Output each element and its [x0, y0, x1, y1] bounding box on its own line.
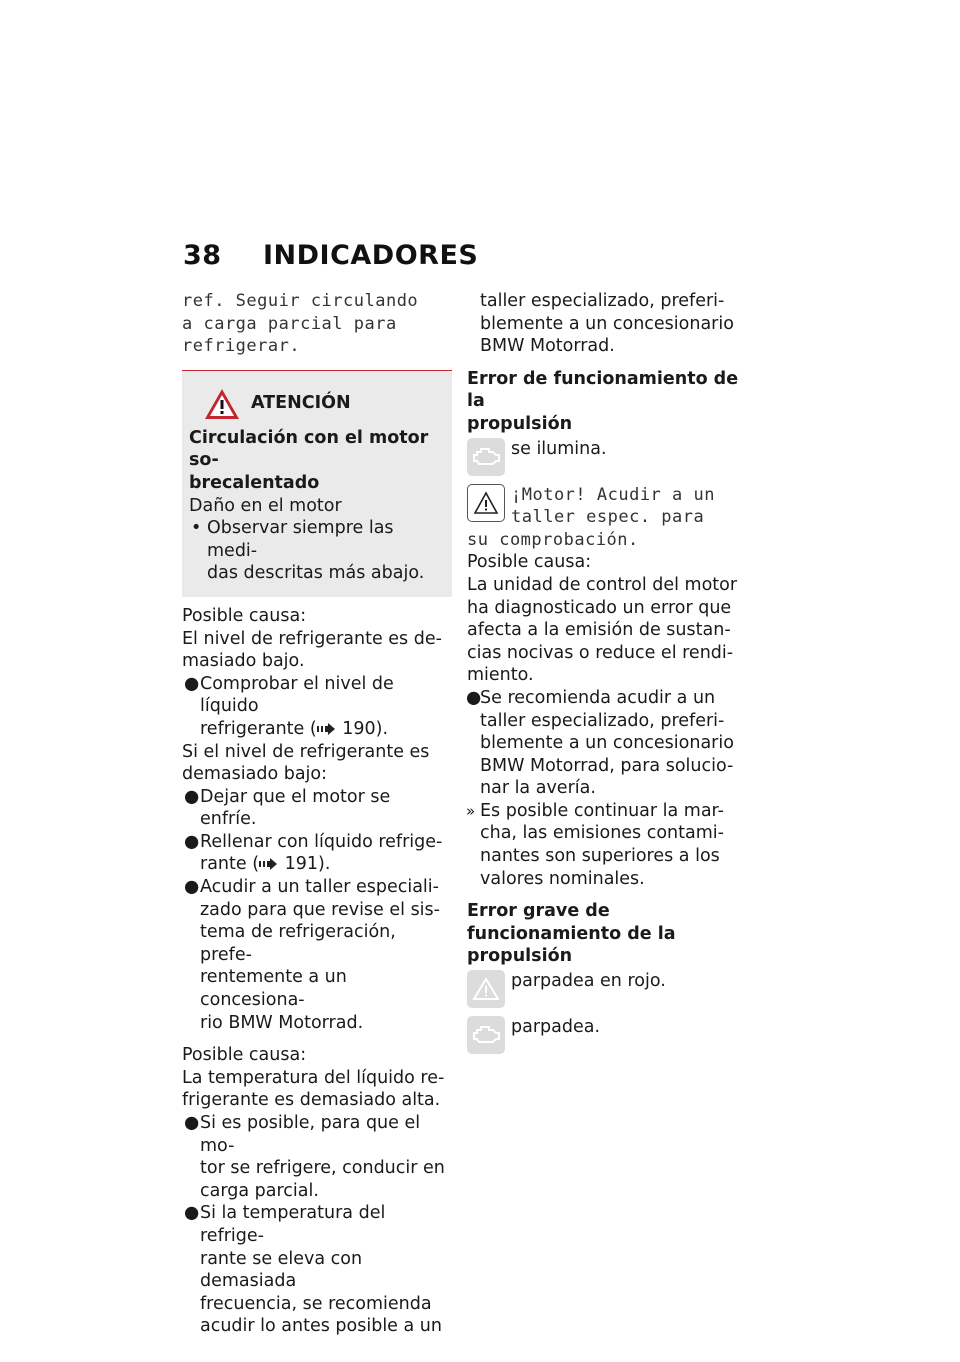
- list-item: [189, 517, 440, 585]
- indicator-text: se ilumina.: [511, 438, 607, 459]
- list-item: [182, 1202, 452, 1338]
- list-line: acudir lo antes posible a un: [200, 1316, 442, 1337]
- indicator-text: parpadea en rojo.: [511, 971, 666, 992]
- list-line: rante (: [200, 854, 260, 875]
- list-item: [182, 786, 452, 831]
- text-line: cias nocivas o reduce el rendi-: [467, 642, 734, 663]
- display-line: ref. Seguir circulando: [182, 291, 419, 311]
- list-line: refrigerante (: [200, 718, 317, 739]
- text-line: El nivel de refrigerante es de-: [182, 628, 442, 649]
- list-item: [182, 1112, 452, 1202]
- list-line-ref: [200, 718, 452, 741]
- list-line: carga parcial.: [200, 1180, 319, 1201]
- continued-text: [467, 290, 742, 358]
- list-line: tor se refrigere, conducir en: [200, 1158, 445, 1179]
- indicator-row: [467, 1016, 742, 1054]
- warning-heading-line: Circulación con el motor so-: [189, 427, 429, 471]
- arrow-ref-icon: [317, 723, 337, 735]
- display-line: taller espec. para: [511, 507, 705, 528]
- cause-label: Posible causa:: [182, 605, 307, 626]
- display-row: [467, 484, 742, 529]
- list-line: Acudir a un taller especiali-: [200, 877, 439, 898]
- bullet: ●: [184, 1113, 200, 1133]
- left-column: [182, 290, 452, 1338]
- list-line: frecuencia, se recomienda: [200, 1293, 432, 1314]
- indicator-row: [467, 438, 742, 476]
- text-line: BMW Motorrad.: [480, 336, 615, 357]
- text-line: La unidad de control del motor: [467, 574, 738, 595]
- bullet: ●: [184, 673, 200, 694]
- display-message: [467, 484, 742, 552]
- display-line: ¡Motor! Acudir a un: [511, 484, 715, 505]
- display-line: su comprobación.: [467, 529, 639, 550]
- text-line: demasiado bajo:: [182, 764, 328, 785]
- page-ref: 191).: [284, 854, 331, 875]
- list-line: BMW Motorrad, para solucio-: [480, 755, 734, 776]
- list-line: rante se eleva con demasiada: [200, 1248, 363, 1292]
- section-title: [467, 900, 742, 968]
- section-title-line: propulsión: [467, 946, 573, 967]
- section-title-line: propulsión: [467, 413, 573, 434]
- warning-triangle-icon: [467, 970, 505, 1008]
- list-line: valores nominales.: [480, 868, 645, 889]
- list-line: rentemente a un concesiona-: [200, 967, 347, 1011]
- text-line: afecta a la emisión de sustan-: [467, 620, 731, 641]
- text-line: miento.: [467, 665, 534, 686]
- list-line: rio BMW Motorrad.: [200, 1012, 364, 1033]
- engine-check-icon: [467, 1016, 505, 1054]
- text-line: masiado bajo.: [182, 651, 305, 672]
- section-title-line: Error grave de: [467, 901, 610, 922]
- section-title-line: funcionamiento de la: [467, 923, 676, 944]
- list-line: cha, las emisiones contami-: [480, 823, 724, 844]
- arrow-ref-icon: [259, 858, 279, 870]
- bullet: ●: [466, 687, 482, 708]
- text-line: blemente a un concesionario: [480, 313, 734, 334]
- bullet: ●: [184, 877, 200, 898]
- bullet: ●: [184, 786, 200, 807]
- display-message: [182, 290, 452, 358]
- list-line-ref: [200, 853, 452, 876]
- display-line: refrigerar.: [182, 336, 301, 357]
- right-column: [467, 290, 742, 1054]
- warning-triangle-icon: [203, 387, 241, 421]
- section-title: [467, 368, 742, 436]
- list-item: [182, 831, 452, 876]
- display-line: a carga parcial para: [182, 313, 397, 334]
- list-line: Observar siempre las medi-: [207, 518, 394, 561]
- list-line: Se recomienda acudir a un: [480, 687, 716, 708]
- page-title: INDICADORES: [263, 240, 479, 271]
- list-line: Comprobar el nivel de líquido: [200, 673, 394, 717]
- warning-subtitle: Daño en el motor: [189, 495, 342, 516]
- display-lines: [511, 484, 715, 529]
- bullet: •: [191, 518, 202, 539]
- list-item: [467, 687, 742, 800]
- text-line: frigerante es demasiado alta.: [182, 1090, 441, 1111]
- text-line: ha diagnosticado un error que: [467, 597, 732, 618]
- cause-label: Posible causa:: [182, 1045, 307, 1066]
- engine-check-icon: [467, 438, 505, 476]
- list-line: Si es posible, para que el mo-: [200, 1113, 421, 1156]
- indicator-row: [467, 970, 742, 1008]
- list-line: Dejar que el motor se enfríe.: [200, 786, 391, 830]
- text-line: Si el nivel de refrigerante es: [182, 741, 430, 762]
- spacer: [182, 1034, 452, 1044]
- warning-box: [182, 370, 452, 597]
- warning-heading-line: brecalentado: [189, 472, 320, 493]
- list-line: Si la temperatura del refrige-: [200, 1203, 386, 1246]
- bullet: ●: [184, 831, 200, 852]
- page-number: 38: [183, 240, 222, 271]
- page-ref: 190).: [342, 718, 389, 739]
- warning-heading: [189, 427, 440, 495]
- text-line: taller especializado, preferi-: [480, 291, 725, 311]
- page-header: [183, 240, 478, 271]
- section-title-line: Error de funcionamiento de la: [467, 368, 739, 412]
- indicator-text: parpadea.: [511, 1017, 601, 1038]
- list-item: [182, 876, 452, 1034]
- cause-label: Posible causa:: [467, 552, 592, 573]
- result-marker: »: [466, 801, 476, 820]
- list-line: nantes son superiores a los: [480, 846, 720, 867]
- list-line: blemente a un concesionario: [480, 733, 734, 754]
- list-line: nar la avería.: [480, 778, 596, 799]
- result-item: [467, 800, 742, 890]
- list-line: taller especializado, preferi-: [480, 710, 725, 731]
- warning-header: [203, 387, 440, 421]
- bullet: ●: [184, 1203, 200, 1224]
- list-item: [182, 673, 452, 741]
- list-line: tema de refrigeración, prefe-: [200, 922, 396, 965]
- warning-triangle-icon: [467, 484, 505, 522]
- list-line: Rellenar con líquido refrige-: [200, 831, 443, 852]
- warning-title: ATENCIÓN: [251, 393, 351, 414]
- list-line: zado para que revise el sis-: [200, 899, 440, 920]
- text-line: La temperatura del líquido re-: [182, 1067, 445, 1088]
- list-line: das descritas más abajo.: [207, 563, 425, 584]
- list-line: Es posible continuar la mar-: [480, 800, 724, 821]
